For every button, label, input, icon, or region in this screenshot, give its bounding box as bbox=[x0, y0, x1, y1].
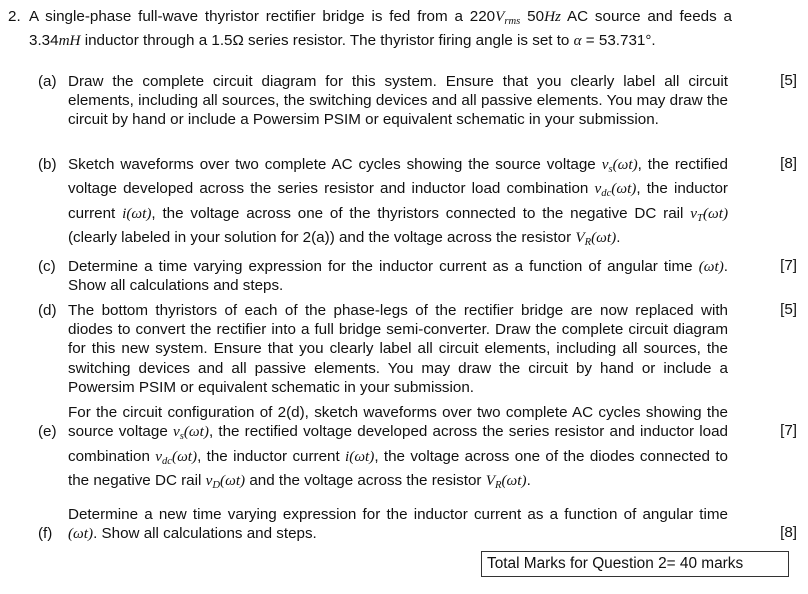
part-text: Determine a time varying expression for the inductor current as a function of angular time (ωt). Show all calculations and steps. bbox=[68, 258, 728, 295]
part-text: Draw the complete circuit diagram for this system. Ensure that you clearly label all circuit elements, including all sources, the switching devices and all passive elements. You may draw the circuit by hand or include a Powersim PSIM or equivalent schematic in your submission. bbox=[68, 73, 728, 129]
part-d bbox=[38, 301, 728, 397]
marks-a: [5] bbox=[780, 72, 797, 89]
marks-c: [7] bbox=[780, 257, 797, 274]
part-label: (a) bbox=[38, 73, 57, 90]
part-label: (c) bbox=[38, 258, 56, 275]
part-e bbox=[38, 403, 728, 495]
question-intro bbox=[8, 7, 732, 51]
part-label: (e) bbox=[38, 423, 57, 441]
total-marks-box: Total Marks for Question 2= 40 marks bbox=[481, 551, 789, 577]
question-number: 2. bbox=[8, 8, 21, 25]
part-c bbox=[38, 257, 728, 295]
part-text: Determine a new time varying expression for the inductor current as a function of angular time (ωt). Show all calculations and steps. bbox=[68, 506, 728, 543]
part-a bbox=[38, 72, 728, 130]
marks-e: [7] bbox=[780, 422, 797, 439]
question-text: A single-phase full-wave thyristor rectifier bridge is fed from a $220V_{rms}$ 50Hz AC source and feeds a 3.34mH inductor through a 1.5Ω series resistor. The thyristor firing angle is set to α = 53.731°. bbox=[29, 8, 732, 50]
marks-f: [8] bbox=[780, 524, 797, 541]
part-label: (b) bbox=[38, 156, 57, 173]
part-label: (f) bbox=[38, 525, 53, 543]
part-label: (d) bbox=[38, 302, 57, 319]
part-text: Sketch waveforms over two complete AC cycles showing the source voltage $v_s(\omega t)$, the rectified voltage developed across the series resistor and inductor load combination $v_{dc}(\omega t)$, the inductor current i(ωt), the voltage across one of the thyristors connected to the negative DC rail $v_T(\omega t)$ (clearly labeled in your solution for 2(a)) and the voltage across the resistor $V_R(\omega t)$. bbox=[68, 156, 729, 249]
marks-d: [5] bbox=[780, 301, 797, 318]
part-text: For the circuit configuration of 2(d), sketch waveforms over two complete AC cycles showing the source voltage $v_s(\omega t)$, the rectified voltage developed across the series resistor and inductor load combination $v_{dc}(\omega t)$, the inductor current i(ωt), the voltage across one of the diodes connected to the negative DC rail $v_D(\omega t)$ and the voltage across the resistor $V_R(\omega t)$. bbox=[68, 404, 729, 492]
part-text: The bottom thyristors of each of the phase-legs of the rectifier bridge are now replaced with diodes to convert the rectifier into a full bridge semi-converter. Draw the complete circuit diagram for this new system. Ensure that you clearly label all circuit elements, including all sources, the switching devices and all passive elements. You may draw the circuit by hand or include a Powersim PSIM or equivalent schematic in your submission. bbox=[68, 302, 728, 396]
part-f bbox=[38, 505, 728, 543]
marks-b: [8] bbox=[780, 155, 797, 172]
part-b bbox=[38, 155, 728, 253]
